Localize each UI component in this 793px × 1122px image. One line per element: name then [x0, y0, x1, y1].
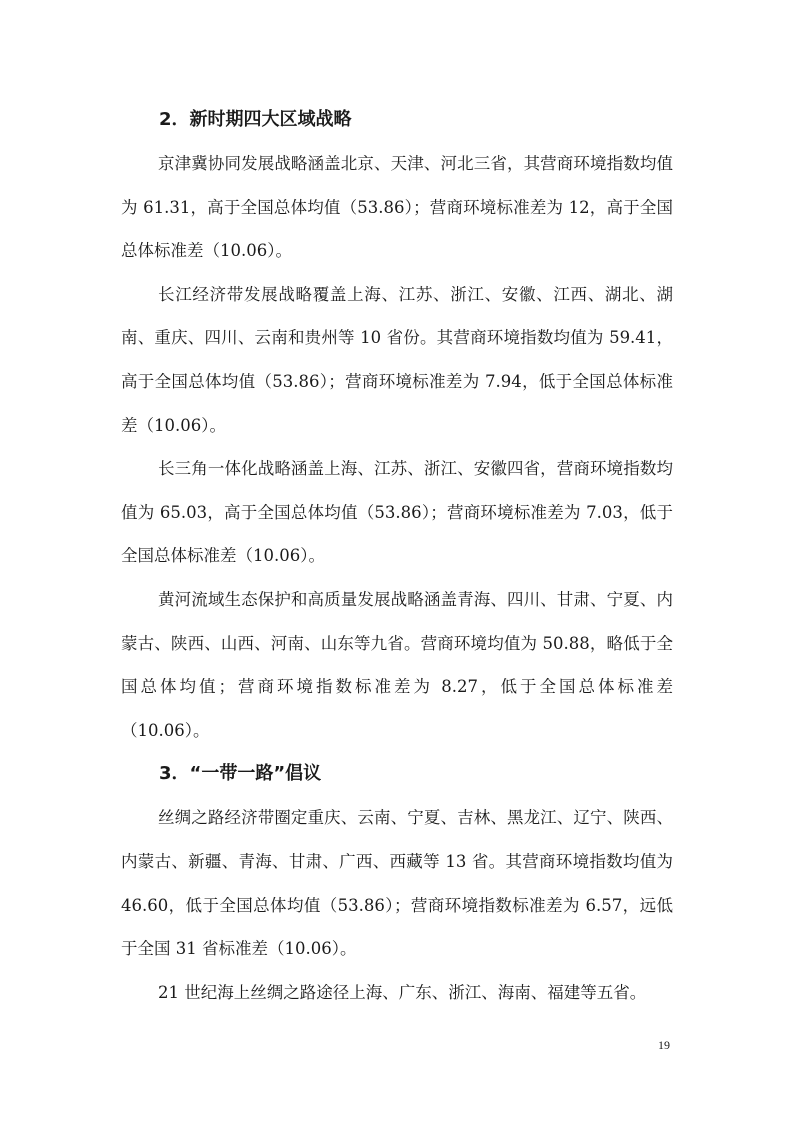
- paragraph-silk-road-economic-belt: 丝绸之路经济带圈定重庆、云南、宁夏、吉林、黑龙江、辽宁、陕西、内蒙古、新疆、青海、甘肃、广西、西藏等 13 省。其营商环境指数均值为 46.60，低于全国总体均值（53.86）；营商环境指数标准差为 6.57，远低于全国 31 省标准差（10.06）。: [121, 808, 673, 959]
- section-heading-belt-and-road: 3．“一带一路”倡议: [159, 763, 322, 785]
- paragraph-yangtze-delta: 长三角一体化战略涵盖上海、江苏、浙江、安徽四省，营商环境指数均值为 65.03，高于全国总体均值（53.86）；营商环境标准差为 7.03，低于全国总体标准差（10.06）。: [121, 459, 673, 566]
- paragraph-yellow-river: 黄河流域生态保护和高质量发展战略涵盖青海、四川、甘肃、宁夏、内蒙古、陕西、山西、河南、山东等九省。营商环境均值为 50.88，略低于全国总体均值；营商环境指数标准差为 8.27，低于全国总体标准差（10.06）。: [121, 589, 673, 740]
- paragraph-yangtze-economic-belt: 长江经济带发展战略覆盖上海、江苏、浙江、安徽、江西、湖北、湖南、重庆、四川、云南和贵州等 10 省份。其营商环境指数均值为 59.41，高于全国总体均值（53.86）；营商环境标准差为 7.94，低于全国总体标准差（10.06）。: [121, 284, 673, 435]
- paragraph-jingjinji: 京津冀协同发展战略涵盖北京、天津、河北三省，其营商环境指数均值为 61.31，高于全国总体均值（53.86）；营商环境标准差为 12，高于全国总体标准差（10.06）。: [121, 154, 673, 261]
- paragraph-maritime-silk-road: 21 世纪海上丝绸之路途径上海、广东、浙江、海南、福建等五省。: [158, 982, 647, 1002]
- document-page: [121, 98, 673, 1014]
- section-heading-regional-strategies: 2．新时期四大区域战略: [159, 109, 352, 130]
- page-number: 19: [658, 1038, 670, 1052]
